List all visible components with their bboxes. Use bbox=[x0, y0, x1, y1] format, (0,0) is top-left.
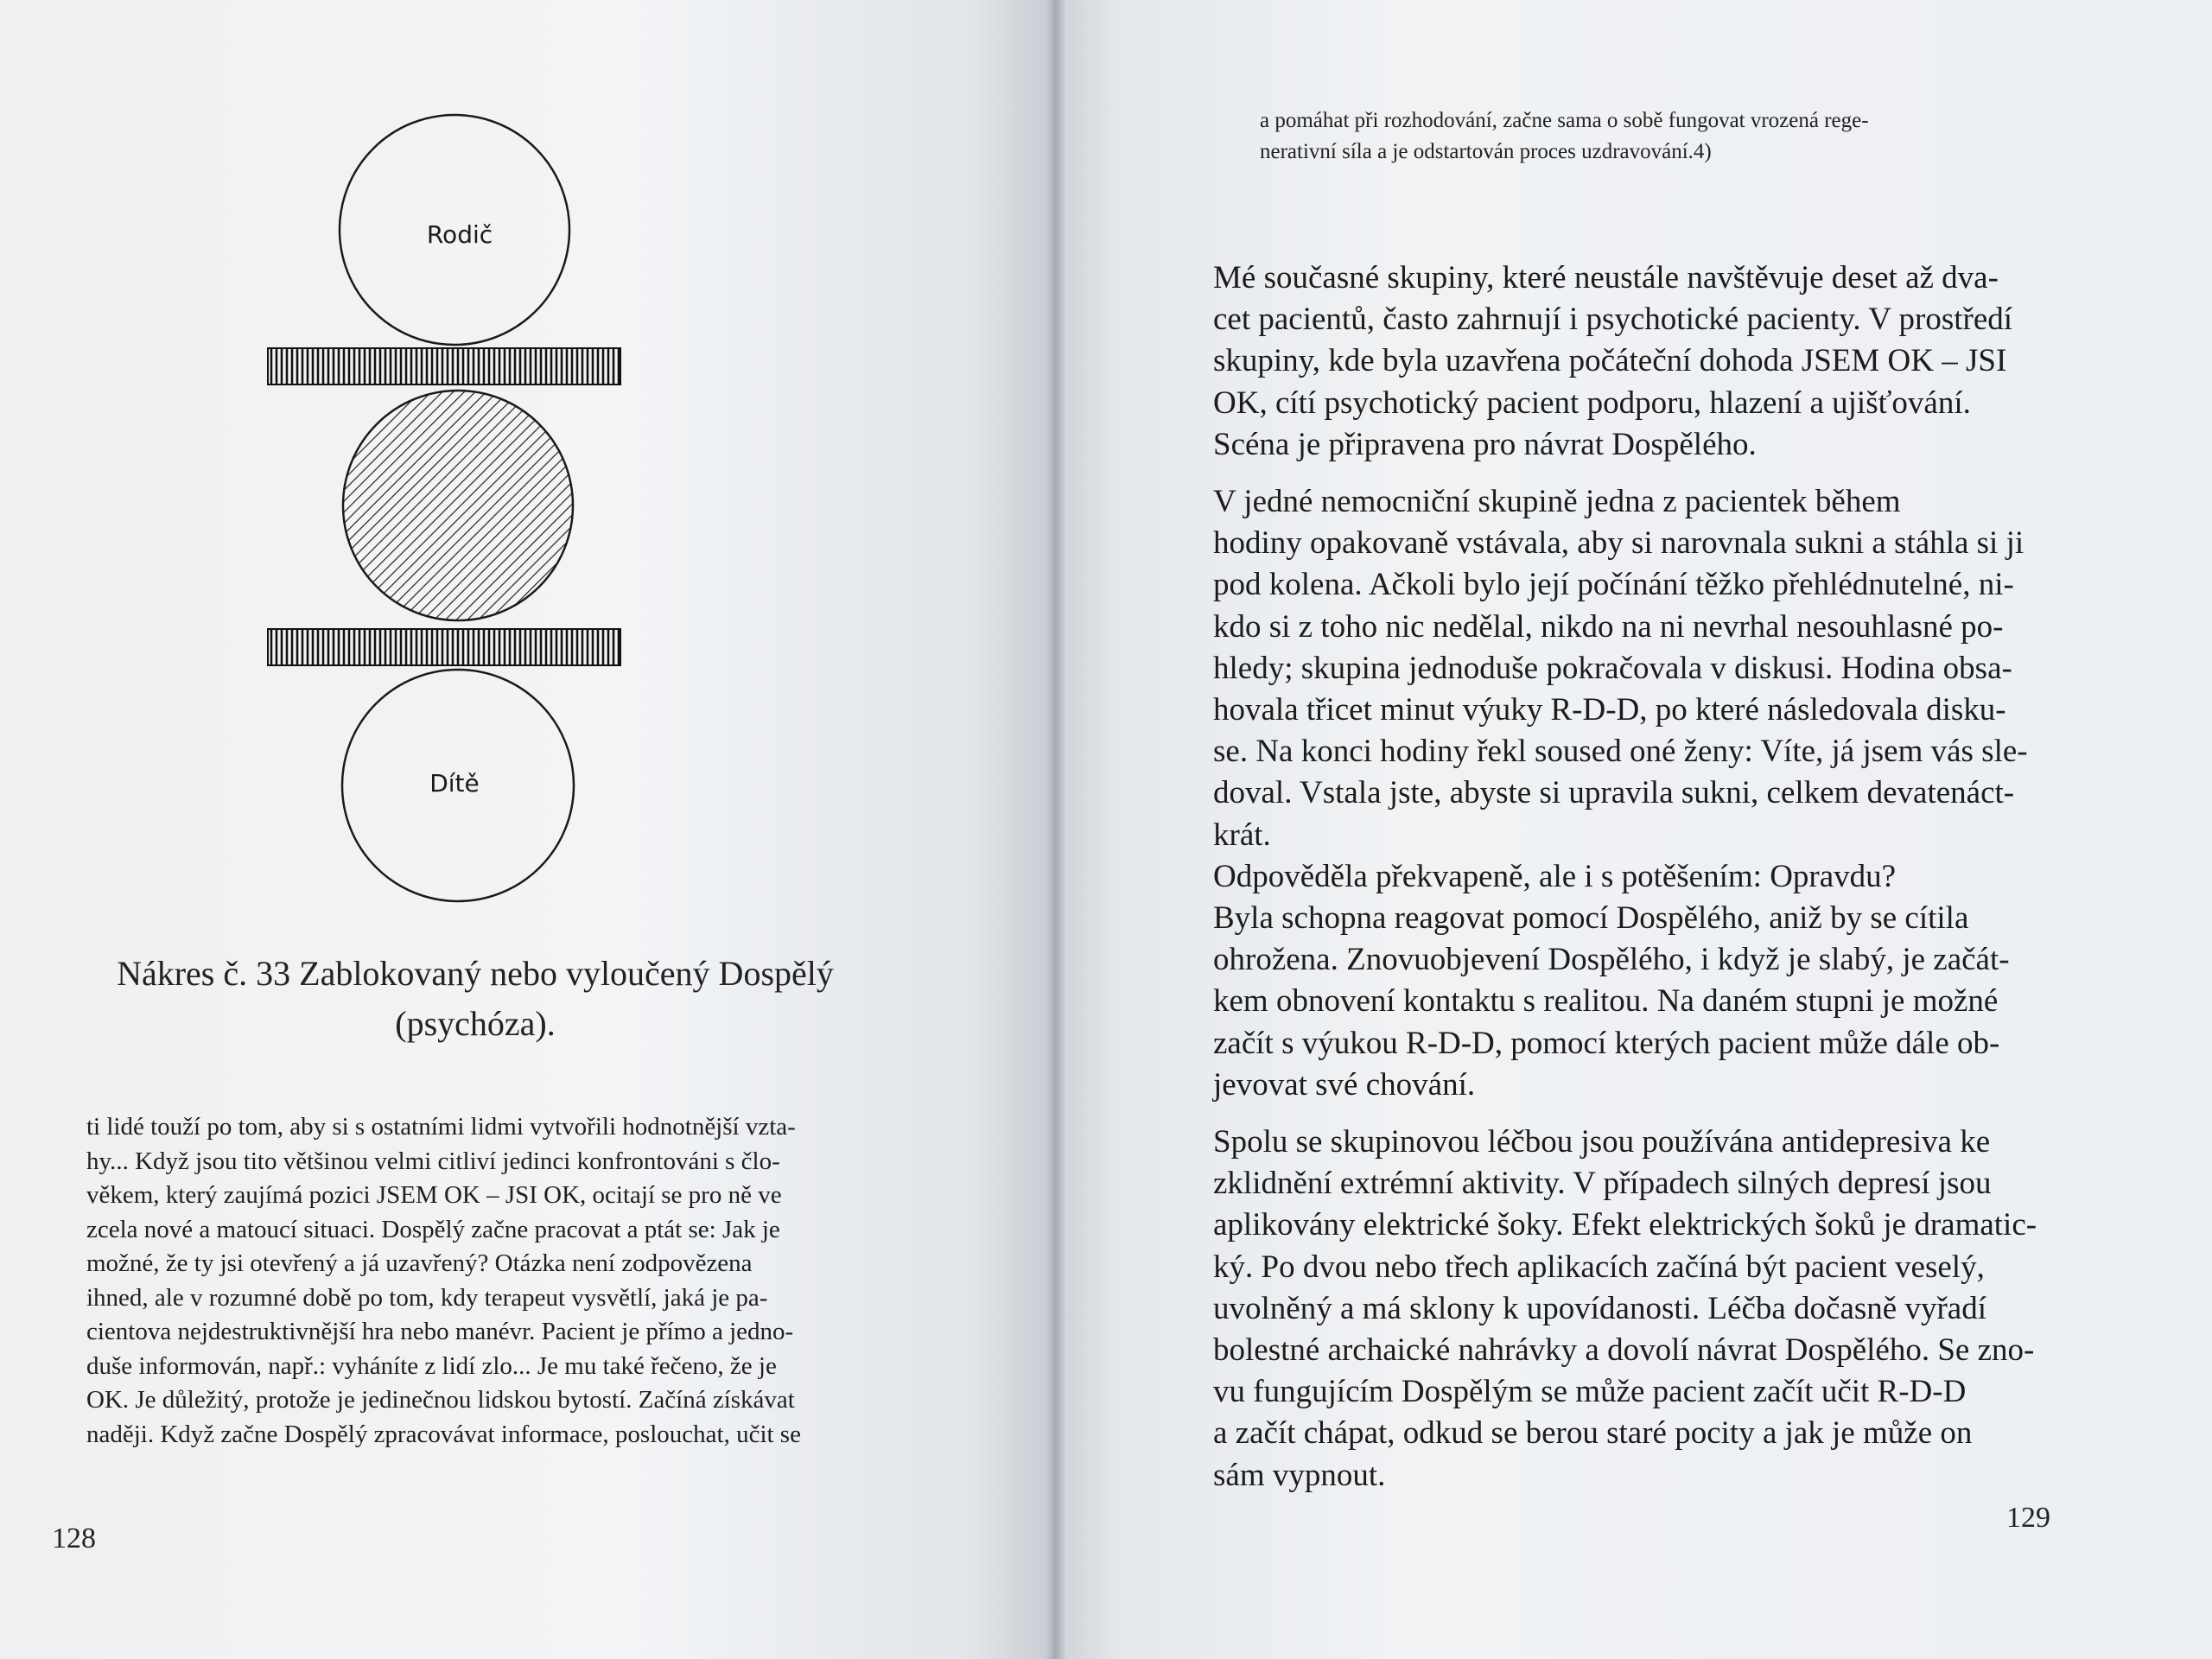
parent-label: Rodič bbox=[426, 220, 493, 249]
text-line: V jedné nemocniční skupině jedna z pacientek během bbox=[1213, 484, 1901, 520]
caption-line-2: (psychóza). bbox=[395, 1004, 556, 1043]
text-line: naději. Když začne Dospělý zpracovávat informace, poslouchat, učit se bbox=[86, 1420, 801, 1448]
lower-block-bar bbox=[268, 629, 620, 665]
text-line: se. Na konci hodiny řekl soused oné ženy: Víte, já jsem vás sle- bbox=[1213, 734, 2028, 770]
text-line: začít s výukou R-D-D, pomocí kterých pacient může dále ob- bbox=[1213, 1025, 2000, 1061]
text-line: kdo si z toho nic nedělal, nikdo na ni nevrhal nesouhlasné po- bbox=[1213, 608, 2004, 645]
text-line: možné, že ty jsi otevřený a já uzavřený? Otázka není zodpovězena bbox=[86, 1249, 753, 1277]
text-line: Odpověděla překvapeně, ale i s potěšením: Opravdu? bbox=[1213, 858, 1897, 894]
right-note-block bbox=[1260, 105, 1869, 168]
paragraph-gap bbox=[1213, 466, 2056, 481]
text-line: krát. bbox=[1213, 817, 1271, 853]
page-number-right: 129 bbox=[2006, 1502, 2050, 1534]
text-line: OK. Je důležitý, protože je jedinečnou lidskou bytostí. Začíná získávat bbox=[86, 1386, 795, 1414]
text-line: zcela nové a matoucí situaci. Dospělý začne pracovat a ptát se: Jak je bbox=[86, 1215, 780, 1243]
text-line: Mé současné skupiny, které neustále navštěvuje deset až dva- bbox=[1213, 260, 1999, 296]
upper-block-bar bbox=[268, 348, 620, 385]
text-line: věkem, který zaujímá pozici JSEM OK – JSI OK, ocitají se pro ně ve bbox=[86, 1181, 782, 1209]
text-line: ohrožena. Znovuobjevení Dospělého, i když je slabý, je začát- bbox=[1213, 942, 2010, 978]
text-line: aplikovány elektrické šoky. Efekt elektrických šoků je dramatic- bbox=[1213, 1207, 2037, 1243]
note-line: nerativní síla a je odstartován proces uzdravování.4) bbox=[1260, 140, 1712, 163]
text-line: Scéna je připravena pro návrat Dospělého. bbox=[1213, 426, 1757, 462]
text-line: zklidnění extrémní aktivity. V případech silných depresí jsou bbox=[1213, 1166, 1992, 1202]
text-line: skupiny, kde byla uzavřena počáteční dohoda JSEM OK – JSI bbox=[1213, 343, 2007, 379]
text-line: cet pacientů, často zahrnují i psychotické pacienty. V prostředí bbox=[1213, 302, 2013, 338]
text-line: jevovat své chování. bbox=[1213, 1066, 1476, 1103]
text-line: hodiny opakovaně vstávala, aby si narovnala sukni a stáhla si ji bbox=[1213, 525, 2024, 562]
note-line: a pomáhat při rozhodování, začne sama o sobě fungovat vrozená rege- bbox=[1260, 109, 1869, 132]
book-gutter bbox=[1046, 0, 1066, 1659]
text-line: Byla schopna reagovat pomocí Dospělého, aniž by se cítila bbox=[1213, 900, 1969, 937]
text-line: sám vypnout. bbox=[1213, 1457, 1386, 1493]
left-text-block bbox=[86, 1110, 847, 1452]
text-line: kem obnovení kontaktu s realitou. Na daném stupni je možné bbox=[1213, 983, 1999, 1020]
paragraph-gap bbox=[1213, 1106, 2056, 1122]
child-label: Dítě bbox=[429, 769, 480, 798]
text-line: uvolněný a má sklony k upovídanosti. Léčba dočasně vyřadí bbox=[1213, 1290, 1986, 1326]
text-line: duše informován, např.: vyháníte z lidí zlo... Je mu také řečeno, že je bbox=[86, 1351, 777, 1380]
text-line: cientova nejdestruktivnější hra nebo manévr. Pacient je přímo a jedno- bbox=[86, 1318, 794, 1345]
text-line: bolestné archaické nahrávky a dovolí návrat Dospělého. Se zno- bbox=[1213, 1332, 2035, 1369]
text-line: ihned, ale v rozumné době po tom, kdy terapeut vysvětlí, jaká je pa- bbox=[86, 1283, 768, 1312]
text-line: hovala třicet minut výuky R-D-D, po které následovala disku- bbox=[1213, 692, 2006, 728]
figure-caption bbox=[95, 949, 855, 1049]
ego-state-diagram bbox=[259, 112, 622, 916]
text-line: doval. Vstala jste, abyste si upravila sukni, celkem devatenáct- bbox=[1213, 775, 2015, 811]
text-line: vu fungujícím Dospělým se může pacient začít učit R-D-D bbox=[1213, 1374, 1967, 1410]
text-line: hy... Když jsou tito většinou velmi citliví jedinci konfrontováni s člo- bbox=[86, 1147, 780, 1175]
adult-circle-hatched bbox=[343, 391, 573, 620]
text-line: a začít chápat, odkud se berou staré pocity a jak je může on bbox=[1213, 1415, 1973, 1452]
text-line: Spolu se skupinovou léčbou jsou používána antidepresiva ke bbox=[1213, 1124, 1991, 1160]
text-line: ký. Po dvou nebo třech aplikacích začíná být pacient veselý, bbox=[1213, 1249, 1985, 1285]
text-line: ti lidé touží po tom, aby si s ostatními lidmi vytvořili hodnotnější vzta- bbox=[86, 1113, 796, 1141]
right-text-block bbox=[1213, 257, 2056, 1497]
page-number-left: 128 bbox=[52, 1522, 96, 1554]
text-line: pod kolena. Ačkoli bylo její počínání těžko přehlédnutelné, ni- bbox=[1213, 567, 2014, 603]
text-line: hledy; skupina jednoduše pokračovala v diskusi. Hodina obsa- bbox=[1213, 650, 2012, 686]
text-line: OK, cítí psychotický pacient podporu, hlazení a ujišťování. bbox=[1213, 385, 1971, 421]
caption-line-1: Nákres č. 33 Zablokovaný nebo vyloučený Dospělý bbox=[117, 954, 834, 993]
